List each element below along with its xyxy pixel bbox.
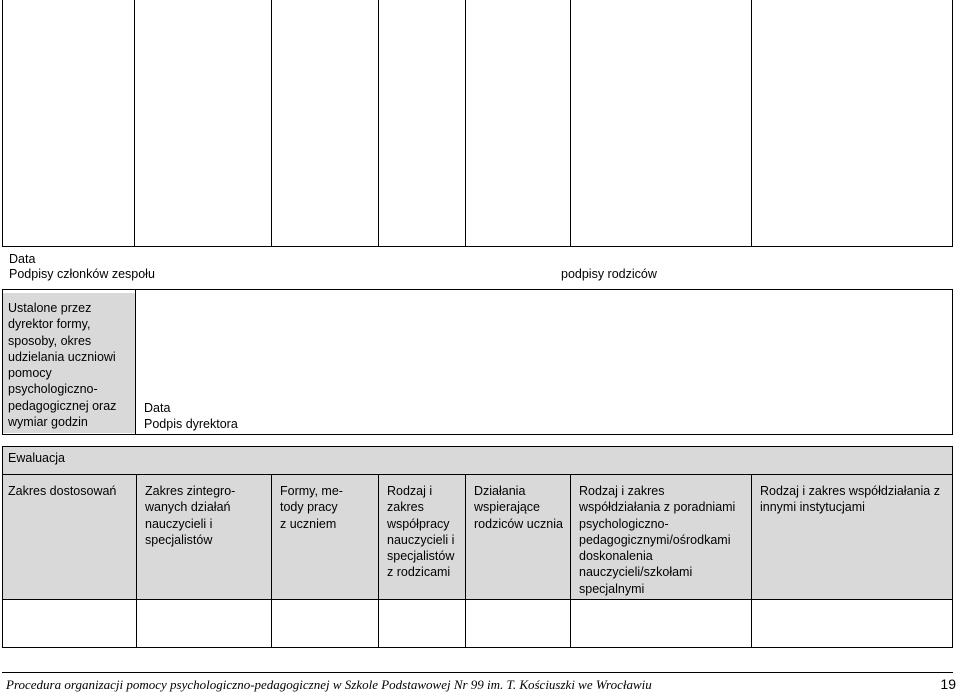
- top-divider-6: [751, 0, 752, 246]
- top-blank-area: [2, 0, 953, 246]
- top-divider-5: [570, 0, 571, 246]
- table-header-bottom-border: [2, 599, 953, 600]
- footer-text: Procedura organizacji pomocy psychologiczno-pedagogicznej w Szkole Podstawowej Nr 99 im. T. Kościuszki we Wrocławiu: [6, 677, 652, 692]
- page-number: 19: [940, 676, 956, 692]
- table-col-divider-2: [271, 474, 272, 648]
- signatures-bottom-border: [2, 289, 953, 290]
- table-col-divider-3: [378, 474, 379, 648]
- top-divider-3: [378, 0, 379, 246]
- header-cell-adjustments: Zakres dostosowań: [8, 484, 117, 498]
- top-divider-2: [271, 0, 272, 246]
- header-cell-institutions-cooperation: Rodzaj i zakres współdziałania z innymi instytucjami: [760, 484, 940, 515]
- table-col-divider-4: [465, 474, 466, 648]
- evaluation-title: Ewaluacja: [8, 451, 65, 465]
- approval-left-text: Ustalone przez dyrektor formy, sposoby, okres udzielania uczniowi pomocy psychologiczno- pedagogicznej oraz wymiar godzin: [8, 301, 117, 430]
- signatures-row: [2, 247, 953, 289]
- signatures-date-label: Data: [9, 252, 36, 266]
- table-left-border: [2, 474, 3, 648]
- approval-divider: [135, 289, 136, 435]
- table-bottom-border: [2, 647, 953, 648]
- evaluation-title-cell: [3, 447, 952, 474]
- table-col-divider-1: [136, 474, 137, 648]
- footer-rule: [2, 672, 953, 673]
- header-cell-work-methods: Formy, me- tody pracy z uczniem: [280, 484, 343, 531]
- top-right-border: [952, 0, 953, 246]
- approval-right-border: [952, 289, 953, 435]
- approval-bottom-border: [2, 434, 953, 435]
- top-divider-1: [134, 0, 135, 246]
- top-divider-4: [465, 0, 466, 246]
- table-right-border: [952, 474, 953, 648]
- header-cell-parent-support: Działania wspierające rodziców ucznia: [474, 484, 563, 531]
- header-cell-parent-cooperation: Rodzaj i zakres współpracy nauczycieli i specjalistów z rodzicami: [387, 484, 455, 580]
- table-col-divider-6: [751, 474, 752, 648]
- top-left-border: [2, 0, 3, 246]
- header-cell-integrated-actions: Zakres zintegro- wanych działań nauczycieli i specjalistów: [145, 484, 236, 547]
- header-cell-counseling-cooperation: Rodzaj i zakres współdziałania z poradniami psychologiczno- pedagogicznymi/ośrodkami doskonalenia nauczycieli/szkołami specjalnymi: [579, 484, 736, 596]
- evaluation-left-border: [2, 446, 3, 475]
- evaluation-right-border: [952, 446, 953, 475]
- signatures-parents-label: podpisy rodziców: [561, 267, 657, 281]
- approval-left-border: [2, 289, 3, 435]
- approval-signature-label: Podpis dyrektora: [144, 417, 238, 431]
- approval-date-label: Data: [144, 401, 171, 415]
- table-col-divider-5: [570, 474, 571, 648]
- signatures-team-label: Podpisy członków zespołu: [9, 267, 155, 281]
